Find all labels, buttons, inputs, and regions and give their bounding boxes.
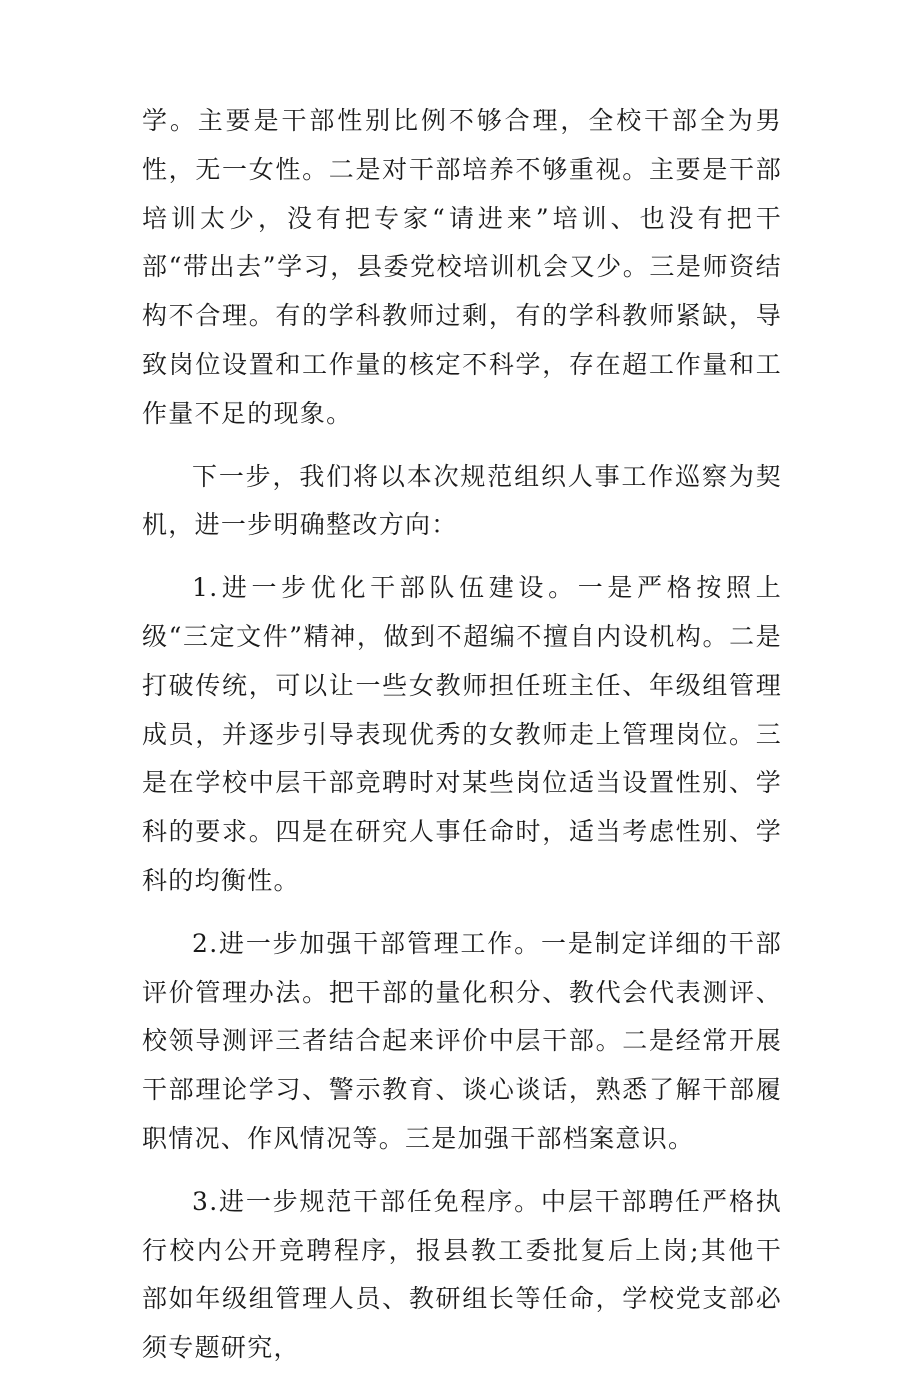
paragraph-item-3: 3.进一步规范干部任免程序。中层干部聘任严格执行校内公开竞聘程序，报县教工委批复后上岗;其他干部如年级组管理人员、教研组长等任命，学校党支部必须专题研究， bbox=[142, 1186, 782, 1363]
document-body bbox=[142, 97, 782, 1373]
paragraph-item-1: 1.进一步优化干部队伍建设。一是严格按照上级“三定文件”精神，做到不超编不擅自内设机构。二是打破传统，可以让一些女教师担任班主任、年级组管理成员，并逐步引导表现优秀的女教师走上管理岗位。三是在学校中层干部竞聘时对某些岗位适当设置性别、学科的要求。四是在研究人事任命时，适当考虑性别、学科的均衡性。 bbox=[142, 573, 782, 895]
paragraph-next-steps: 下一步，我们将以本次规范组织人事工作巡察为契机，进一步明确整改方向： bbox=[142, 461, 782, 540]
paragraph-item-2: 2.进一步加强干部管理工作。一是制定详细的干部评价管理办法。把干部的量化积分、教代会代表测评、校领导测评三者结合起来评价中层干部。二是经常开展干部理论学习、警示教育、谈心谈话，熟悉了解干部履职情况、作风情况等。三是加强干部档案意识。 bbox=[142, 928, 782, 1153]
paragraph-continuation: 学。主要是干部性别比例不够合理，全校干部全为男性，无一女性。二是对干部培养不够重视。主要是干部培训太少，没有把专家“请进来”培训、也没有把干部“带出去”学习，县委党校培训机会又少。三是师资结构不合理。有的学科教师过剩，有的学科教师紧缺，导致岗位设置和工作量的核定不科学，存在超工作量和工作量不足的现象。 bbox=[142, 106, 782, 428]
